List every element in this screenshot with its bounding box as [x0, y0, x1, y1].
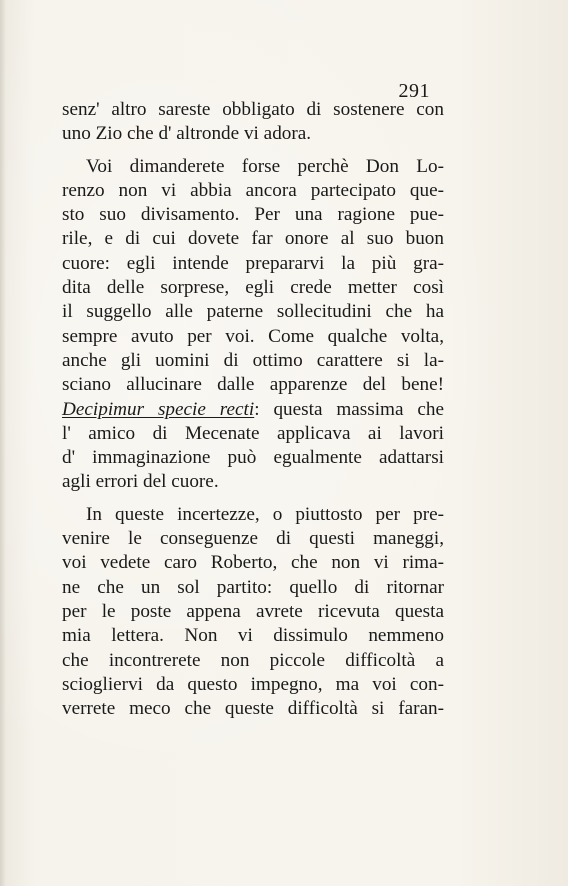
text-line: per le poste appena avrete ricevuta questa [62, 600, 444, 622]
body-text [62, 98, 444, 721]
text-line: venire le conseguenze di questi maneggi, [62, 528, 444, 550]
paragraph-gap [62, 147, 444, 155]
text-line: agli errori del cuore. [62, 471, 219, 493]
text-line: rile, e di cui dovete far onore al suo buon [62, 228, 444, 250]
text-line: sempre avuto per voi. Come qualche volta, [62, 325, 444, 347]
text-line: cuore: egli intende prepararvi la più gra- [62, 252, 444, 274]
text-line: dita delle sorprese, egli crede metter così [62, 277, 444, 299]
text-line: uno Zio che d' altronde vi adora. [62, 123, 312, 145]
text-line: l' amico di Mecenate applicava ai lavori [62, 422, 444, 444]
latin-quote: Decipimur specie recti [62, 398, 255, 420]
text-line: senz' altro sareste obbligato di sostenere con [62, 99, 444, 120]
paragraph-gap [62, 495, 444, 503]
text-line: voi vedete caro Roberto, che non vi rima- [62, 552, 444, 574]
page-edge-shadow [0, 0, 6, 886]
text-line: renzo non vi abbia ancora partecipato que- [62, 179, 444, 201]
text-line: che incontrerete non piccole difficoltà a [62, 649, 444, 671]
text-line: Voi dimanderete forse perchè Don Lo- [86, 155, 444, 177]
page-number: 291 [398, 80, 430, 102]
text-line: verrete meco che queste difficoltà si faran- [62, 698, 444, 720]
text-line: sto suo divisamento. Per una ragione pue- [62, 204, 444, 226]
text-line: d' immaginazione può egualmente adattarsi [62, 447, 444, 469]
text-line: In queste incertezze, o piuttosto per pre- [86, 503, 444, 525]
text-line: sciogliervi da questo impegno, ma voi con- [62, 673, 444, 695]
text-line: anche gli uomini di ottimo carattere si la- [62, 349, 444, 371]
text-line-with-quote [62, 398, 444, 422]
quote-continuation: : questa massima che [254, 398, 445, 420]
text-line: ne che un sol partito: quello di ritornar [62, 576, 444, 598]
text-line: mia lettera. Non vi dissimulo nemmeno [62, 625, 444, 647]
text-line: sciano allucinare dalle apparenze del bene! [62, 374, 444, 396]
text-line: il suggello alle paterne sollecitudini che ha [62, 301, 444, 323]
